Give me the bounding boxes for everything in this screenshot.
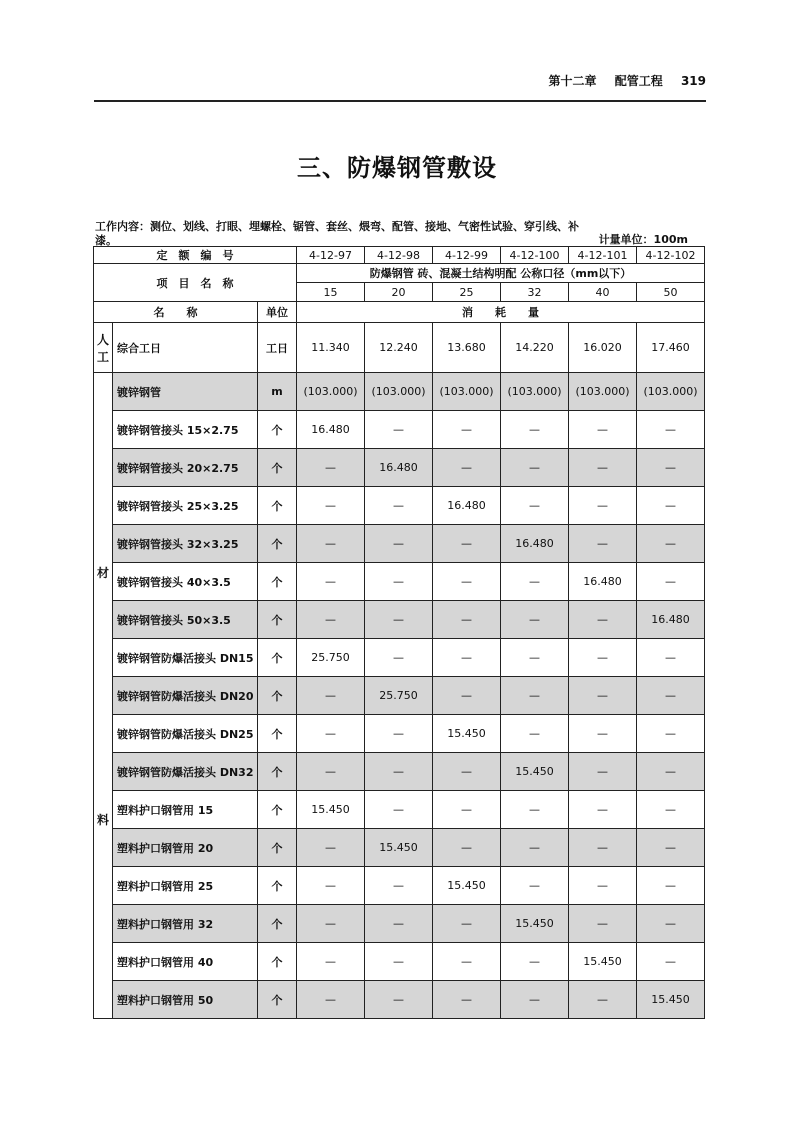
material-value: — xyxy=(433,829,501,867)
material-name: 镀锌钢管接头 32×3.25 xyxy=(113,525,258,563)
material-value: — xyxy=(637,639,705,677)
material-value: — xyxy=(297,981,365,1019)
material-category-char: 材 xyxy=(96,565,109,580)
material-value: 16.480 xyxy=(297,411,365,449)
labor-row xyxy=(94,323,705,373)
material-value: 16.480 xyxy=(569,563,637,601)
material-value: — xyxy=(569,753,637,791)
material-name: 塑料护口钢管用 50 xyxy=(113,981,258,1019)
material-value: — xyxy=(501,487,569,525)
material-value: — xyxy=(501,791,569,829)
labor-value: 13.680 xyxy=(433,323,501,373)
material-name: 塑料护口钢管用 32 xyxy=(113,905,258,943)
work-content xyxy=(95,220,585,248)
material-value: — xyxy=(297,829,365,867)
material-value: — xyxy=(365,563,433,601)
material-value: 25.750 xyxy=(297,639,365,677)
material-value: — xyxy=(433,677,501,715)
material-value: — xyxy=(637,829,705,867)
material-name: 塑料护口钢管用 40 xyxy=(113,943,258,981)
material-value: — xyxy=(637,677,705,715)
material-value: 15.450 xyxy=(501,905,569,943)
item-label: 项 目 名 称 xyxy=(94,264,297,302)
labor-value: 12.240 xyxy=(365,323,433,373)
material-unit: 个 xyxy=(258,791,297,829)
quota-code: 4-12-102 xyxy=(637,247,705,264)
material-value: — xyxy=(297,715,365,753)
material-row xyxy=(94,411,705,449)
material-value: — xyxy=(637,905,705,943)
measurement-unit: 计量单位：100m xyxy=(598,233,688,246)
material-value: (103.000) xyxy=(501,373,569,411)
material-value: — xyxy=(501,563,569,601)
material-value: — xyxy=(637,525,705,563)
material-value: — xyxy=(501,677,569,715)
material-name: 镀锌钢管接头 25×3.25 xyxy=(113,487,258,525)
consumption-column-header: 消 耗 量 xyxy=(297,302,705,323)
diameter: 32 xyxy=(501,283,569,302)
material-value: — xyxy=(365,981,433,1019)
material-value: — xyxy=(501,411,569,449)
material-unit: 个 xyxy=(258,981,297,1019)
material-value: — xyxy=(501,601,569,639)
material-value: 16.480 xyxy=(637,601,705,639)
material-value: — xyxy=(297,677,365,715)
material-value: 15.450 xyxy=(433,867,501,905)
material-value: — xyxy=(433,981,501,1019)
labor-value: 14.220 xyxy=(501,323,569,373)
labor-value: 11.340 xyxy=(297,323,365,373)
quota-table xyxy=(93,246,705,1019)
material-value: — xyxy=(501,943,569,981)
material-value: (103.000) xyxy=(569,373,637,411)
material-unit: 个 xyxy=(258,715,297,753)
material-value: — xyxy=(297,867,365,905)
material-value: — xyxy=(637,563,705,601)
material-value: — xyxy=(501,639,569,677)
chapter-label: 第十二章 xyxy=(548,74,597,88)
material-value: — xyxy=(365,791,433,829)
material-value: — xyxy=(637,411,705,449)
material-value: — xyxy=(365,411,433,449)
material-row xyxy=(94,601,705,639)
page-number: 319 xyxy=(680,74,706,88)
material-unit: 个 xyxy=(258,411,297,449)
column-header-row xyxy=(94,302,705,323)
material-value: (103.000) xyxy=(365,373,433,411)
material-row xyxy=(94,867,705,905)
material-value: — xyxy=(433,601,501,639)
material-row xyxy=(94,905,705,943)
work-content-text: 测位、划线、打眼、埋螺栓、锯管、套丝、煨弯、配管、接地、气密性试验、穿引线、补漆。 xyxy=(95,220,579,247)
labor-category: 人工 xyxy=(94,323,113,373)
material-value: — xyxy=(297,905,365,943)
material-value: — xyxy=(433,943,501,981)
work-content-label: 工作内容： xyxy=(95,220,150,233)
material-value: 16.480 xyxy=(501,525,569,563)
material-row xyxy=(94,829,705,867)
material-category xyxy=(94,373,113,1019)
material-value: — xyxy=(365,525,433,563)
material-value: 16.480 xyxy=(365,449,433,487)
unit-column-header: 单位 xyxy=(258,302,297,323)
material-value: — xyxy=(433,753,501,791)
material-name: 镀锌钢管接头 40×3.5 xyxy=(113,563,258,601)
material-name: 塑料护口钢管用 25 xyxy=(113,867,258,905)
labor-name: 综合工日 xyxy=(113,323,258,373)
material-name: 塑料护口钢管用 20 xyxy=(113,829,258,867)
material-value: 15.450 xyxy=(637,981,705,1019)
material-unit: m xyxy=(258,373,297,411)
material-unit: 个 xyxy=(258,525,297,563)
material-value: — xyxy=(637,715,705,753)
quota-code: 4-12-101 xyxy=(569,247,637,264)
material-value: — xyxy=(365,601,433,639)
material-value: — xyxy=(637,867,705,905)
name-column-header: 名 称 xyxy=(94,302,258,323)
material-value: — xyxy=(297,943,365,981)
material-value: (103.000) xyxy=(637,373,705,411)
material-value: 15.450 xyxy=(365,829,433,867)
material-value: — xyxy=(637,487,705,525)
material-value: — xyxy=(569,677,637,715)
diameter: 20 xyxy=(365,283,433,302)
material-row xyxy=(94,791,705,829)
material-name: 镀锌钢管防爆活接头 DN15 xyxy=(113,639,258,677)
material-row xyxy=(94,677,705,715)
section-label: 配管工程 xyxy=(614,74,663,88)
material-value: — xyxy=(433,905,501,943)
quota-code: 4-12-100 xyxy=(501,247,569,264)
quota-label: 定 额 编 号 xyxy=(94,247,297,264)
material-unit: 个 xyxy=(258,943,297,981)
material-value: — xyxy=(297,753,365,791)
material-value: — xyxy=(365,715,433,753)
material-value: — xyxy=(365,487,433,525)
material-row xyxy=(94,753,705,791)
material-value: (103.000) xyxy=(433,373,501,411)
material-value: — xyxy=(365,867,433,905)
quota-code: 4-12-98 xyxy=(365,247,433,264)
material-value: — xyxy=(569,411,637,449)
material-unit: 个 xyxy=(258,829,297,867)
material-value: — xyxy=(365,753,433,791)
material-value: — xyxy=(501,829,569,867)
material-value: — xyxy=(365,639,433,677)
quota-code-row xyxy=(94,247,705,264)
material-value: — xyxy=(569,487,637,525)
material-value: — xyxy=(433,639,501,677)
material-row xyxy=(94,373,705,411)
item-group: 防爆钢管 砖、混凝土结构明配 公称口径（mm以下） xyxy=(297,264,705,283)
material-row xyxy=(94,525,705,563)
material-value: — xyxy=(501,981,569,1019)
labor-unit: 工日 xyxy=(258,323,297,373)
material-row xyxy=(94,943,705,981)
material-name: 镀锌钢管防爆活接头 DN25 xyxy=(113,715,258,753)
material-value: — xyxy=(297,563,365,601)
material-unit: 个 xyxy=(258,601,297,639)
material-unit: 个 xyxy=(258,639,297,677)
material-value: 15.450 xyxy=(433,715,501,753)
material-row xyxy=(94,563,705,601)
material-name: 镀锌钢管接头 15×2.75 xyxy=(113,411,258,449)
material-value: — xyxy=(433,449,501,487)
running-header xyxy=(94,72,706,102)
material-row xyxy=(94,449,705,487)
material-value: 25.750 xyxy=(365,677,433,715)
labor-value: 16.020 xyxy=(569,323,637,373)
material-value: 15.450 xyxy=(297,791,365,829)
material-name: 镀锌钢管防爆活接头 DN20 xyxy=(113,677,258,715)
material-value: — xyxy=(569,449,637,487)
material-value: 15.450 xyxy=(501,753,569,791)
material-value: — xyxy=(433,563,501,601)
material-value: — xyxy=(569,867,637,905)
material-category-char: 料 xyxy=(96,812,109,827)
diameter: 25 xyxy=(433,283,501,302)
quota-code: 4-12-97 xyxy=(297,247,365,264)
material-value: — xyxy=(433,525,501,563)
material-value: 16.480 xyxy=(433,487,501,525)
material-value: — xyxy=(501,715,569,753)
quota-code: 4-12-99 xyxy=(433,247,501,264)
labor-value: 17.460 xyxy=(637,323,705,373)
material-value: — xyxy=(569,981,637,1019)
material-value: — xyxy=(297,601,365,639)
material-unit: 个 xyxy=(258,563,297,601)
material-value: — xyxy=(569,829,637,867)
material-unit: 个 xyxy=(258,487,297,525)
material-value: — xyxy=(637,753,705,791)
material-name: 镀锌钢管 xyxy=(113,373,258,411)
material-value: — xyxy=(501,449,569,487)
material-value: — xyxy=(637,791,705,829)
material-value: — xyxy=(297,449,365,487)
material-value: — xyxy=(433,411,501,449)
material-value: — xyxy=(637,943,705,981)
material-value: — xyxy=(569,601,637,639)
material-value: — xyxy=(501,867,569,905)
material-value: — xyxy=(569,525,637,563)
diameter: 15 xyxy=(297,283,365,302)
material-unit: 个 xyxy=(258,677,297,715)
material-unit: 个 xyxy=(258,449,297,487)
material-name: 镀锌钢管接头 50×3.5 xyxy=(113,601,258,639)
page-title: 三、防爆钢管敷设 xyxy=(297,154,497,182)
material-value: 15.450 xyxy=(569,943,637,981)
material-unit: 个 xyxy=(258,753,297,791)
material-value: — xyxy=(569,905,637,943)
material-row xyxy=(94,487,705,525)
material-value: — xyxy=(433,791,501,829)
material-value: — xyxy=(637,449,705,487)
material-value: (103.000) xyxy=(297,373,365,411)
material-value: — xyxy=(297,487,365,525)
material-unit: 个 xyxy=(258,905,297,943)
diameter: 50 xyxy=(637,283,705,302)
material-value: — xyxy=(569,791,637,829)
material-name: 镀锌钢管接头 20×2.75 xyxy=(113,449,258,487)
material-name: 塑料护口钢管用 15 xyxy=(113,791,258,829)
material-name: 镀锌钢管防爆活接头 DN32 xyxy=(113,753,258,791)
material-row xyxy=(94,981,705,1019)
material-value: — xyxy=(365,943,433,981)
diameter: 40 xyxy=(569,283,637,302)
material-row xyxy=(94,639,705,677)
material-unit: 个 xyxy=(258,867,297,905)
material-value: — xyxy=(569,715,637,753)
material-row xyxy=(94,715,705,753)
material-value: — xyxy=(569,639,637,677)
material-value: — xyxy=(297,525,365,563)
item-group-row xyxy=(94,264,705,283)
material-value: — xyxy=(365,905,433,943)
